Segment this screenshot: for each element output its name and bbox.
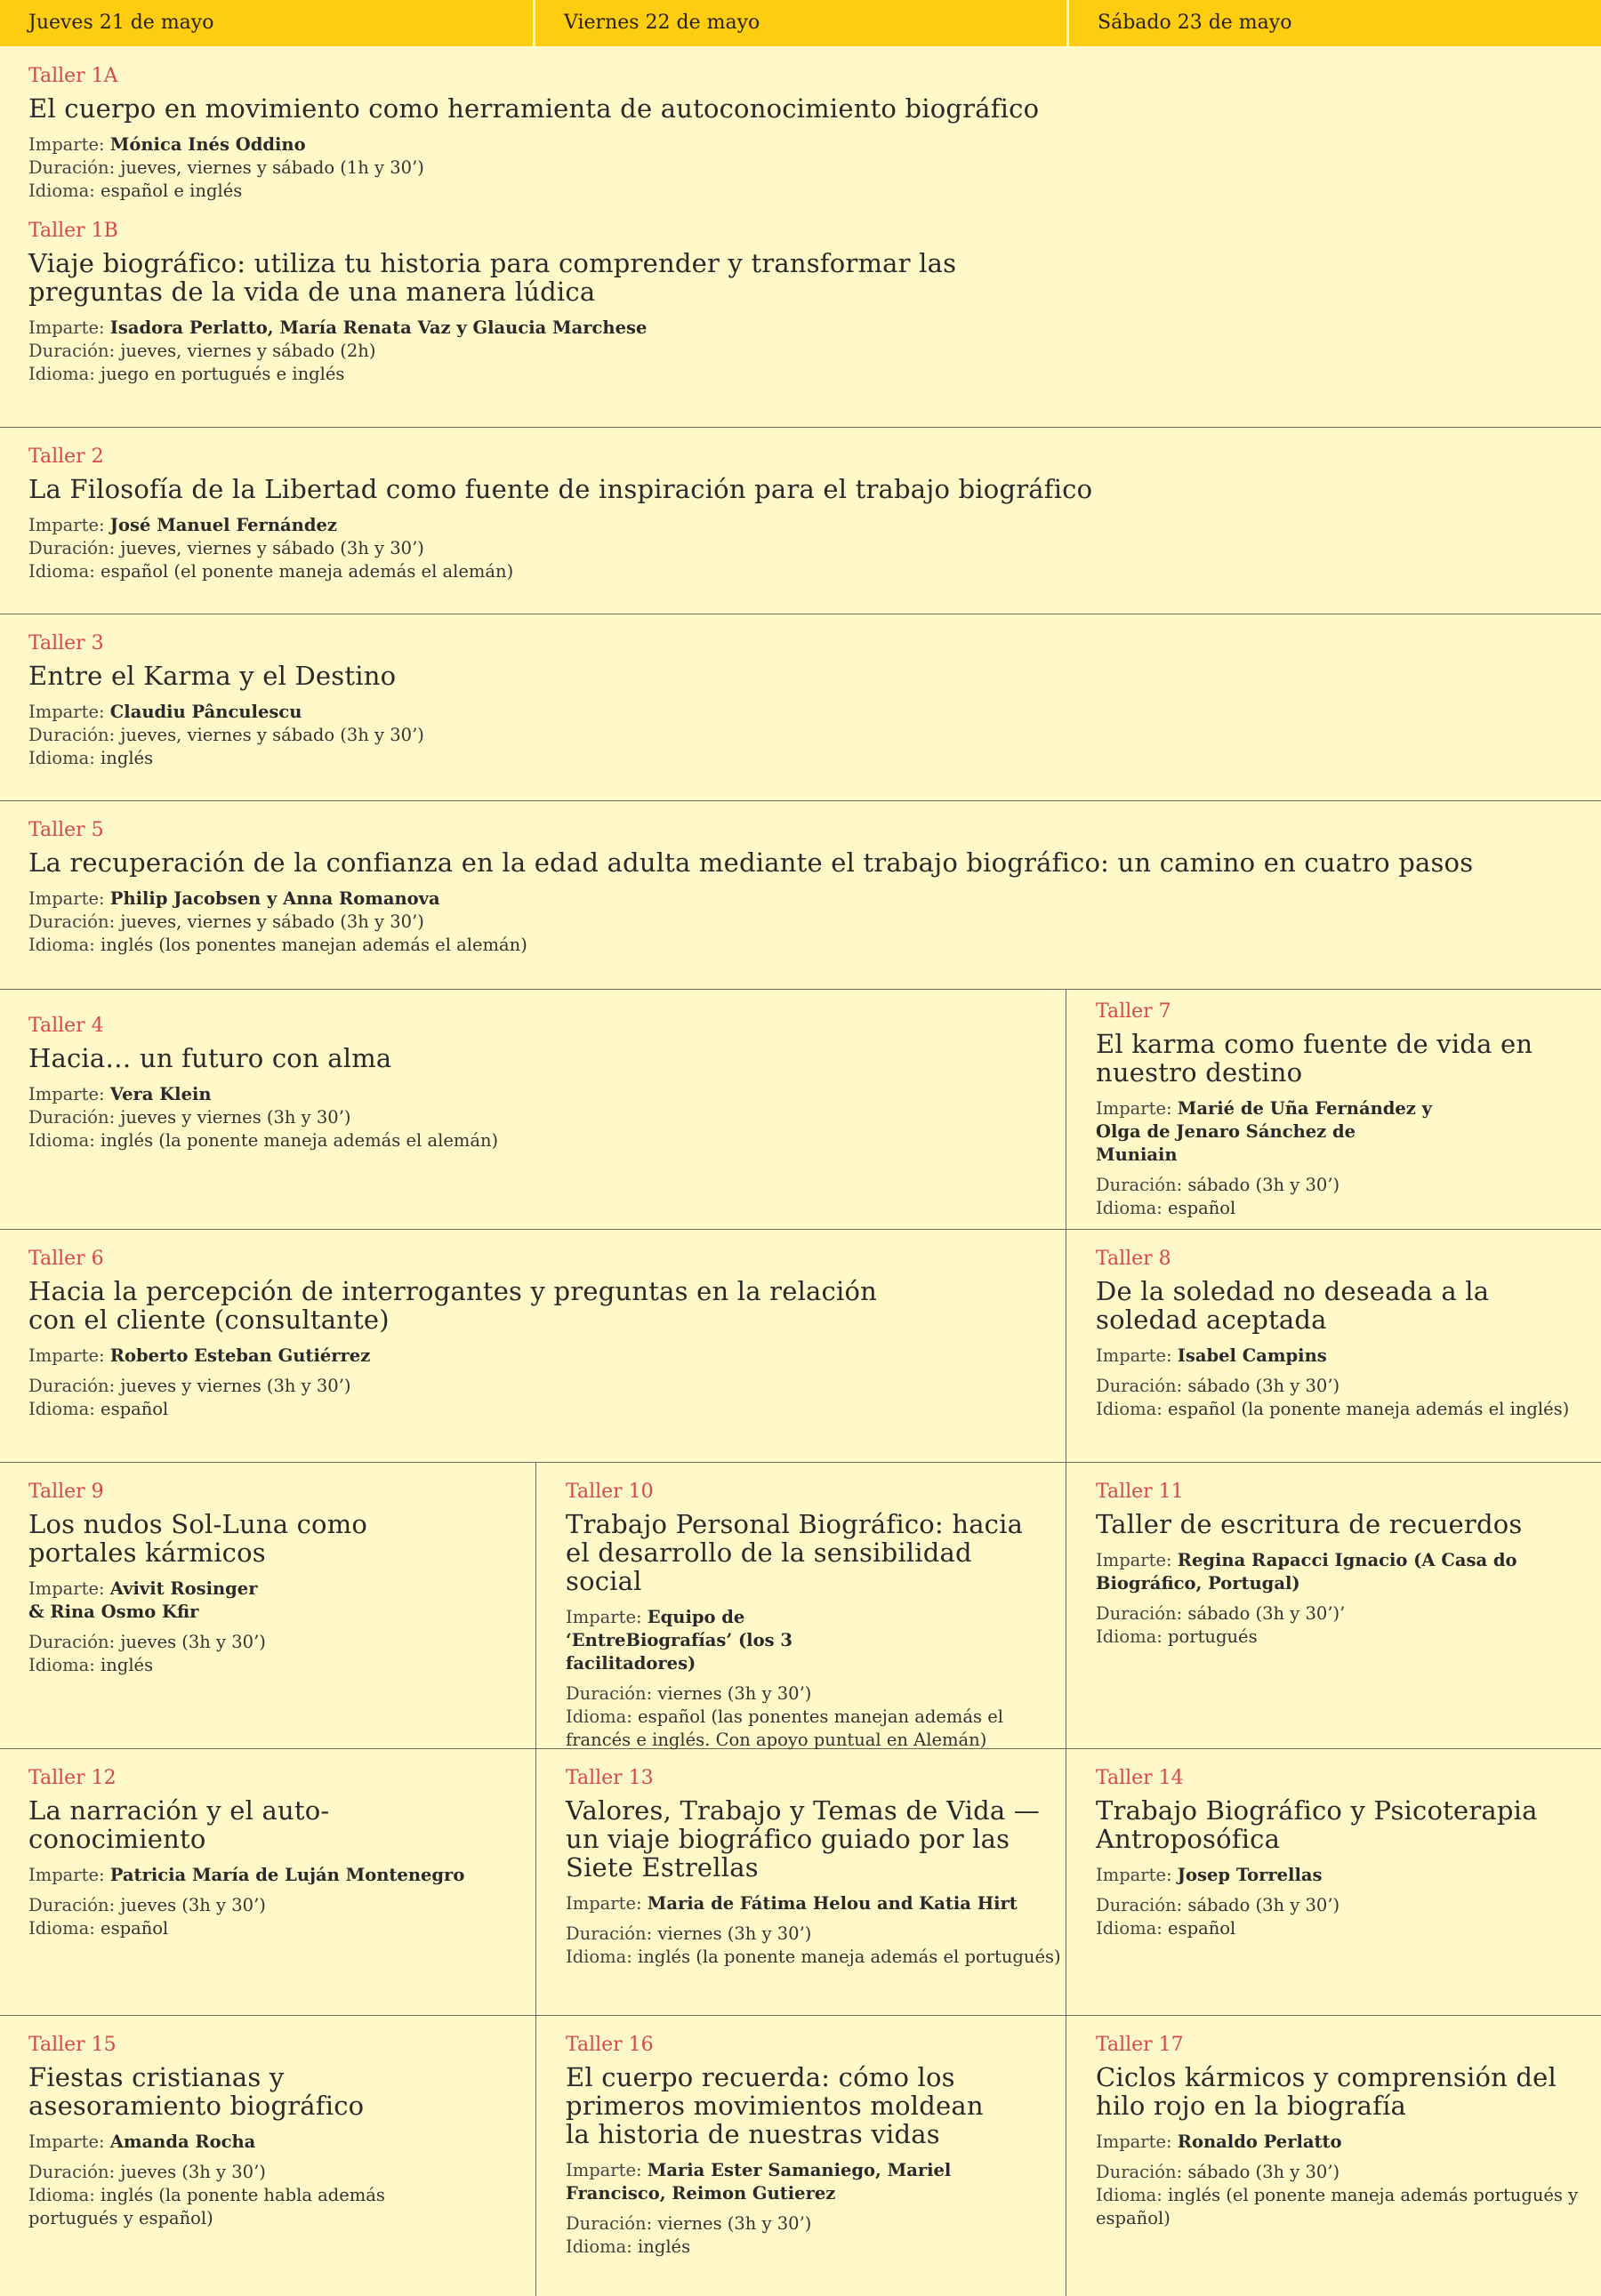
workshop-number: Taller 3: [28, 632, 104, 654]
workshop-duration: jueves, viernes y sábado (3h y 30’): [120, 538, 424, 558]
duracion-label: Duración:: [1096, 1895, 1188, 1915]
imparte-label: Imparte:: [28, 317, 110, 338]
workshop-speaker: Maria de Fátima Helou and Katia Hirt: [647, 1893, 1018, 1914]
imparte-label: Imparte:: [28, 1084, 110, 1104]
workshop-language: español e inglés: [101, 181, 243, 201]
workshop-language: juego en portugués e inglés: [101, 364, 345, 384]
workshop-language: inglés: [101, 748, 154, 768]
duracion-label: Duración:: [28, 1895, 121, 1915]
workshop-number: Taller 11: [1096, 1481, 1184, 1503]
workshop-number: Taller 5: [28, 819, 104, 841]
workshop-3[interactable]: [0, 614, 1601, 800]
column-divider: [535, 1462, 536, 2296]
workshop-title: Viaje biográfico: utiliza tu historia para comprender y transformar las preguntas de la vida de una manera lúdica: [28, 248, 957, 307]
workshop-number: Taller 13: [566, 1767, 654, 1789]
workshop-language: portugués: [1168, 1626, 1258, 1647]
workshop-grid: [0, 46, 1601, 2296]
workshop-number: Taller 4: [28, 1015, 104, 1037]
workshop-title: Ciclos kármicos y comprensión del hilo rojo en la biografía: [1096, 2062, 1557, 2121]
header-day-thursday: Jueves 21 de mayo: [0, 0, 535, 46]
imparte-label: Imparte:: [1096, 2131, 1178, 2152]
header-day-friday: Viernes 22 de mayo: [535, 0, 1069, 46]
workshop-14[interactable]: [1067, 1748, 1601, 2015]
imparte-label: Imparte:: [1096, 1865, 1178, 1885]
workshop-language: inglés (la ponente maneja además el alemán): [101, 1130, 499, 1151]
duracion-label: Duración:: [1096, 1603, 1188, 1624]
header-day-saturday: Sábado 23 de mayo: [1098, 12, 1292, 34]
idioma-label: Idioma:: [1096, 2185, 1169, 2205]
workshop-language: español: [1168, 1918, 1236, 1939]
workshop-13[interactable]: [537, 1748, 1066, 2015]
workshop-number: Taller 9: [28, 1481, 104, 1503]
workshop-speaker: Roberto Esteban Gutiérrez: [109, 1345, 371, 1366]
duracion-label: Duración:: [28, 1376, 121, 1396]
workshop-title: De la soledad no deseada a la soledad aceptada: [1096, 1276, 1490, 1335]
workshop-duration: jueves, viernes y sábado (2h): [120, 341, 376, 361]
workshop-title: Valores, Trabajo y Temas de Vida — un viaje biográfico guiado por las Siete Estrellas: [566, 1795, 1040, 1883]
workshop-speaker: Avivit Rosinger & Rina Osmo Kfir: [28, 1578, 258, 1622]
workshop-duration: jueves, viernes y sábado (1h y 30’): [120, 157, 424, 178]
idioma-label: Idioma:: [28, 561, 101, 582]
workshop-10[interactable]: [537, 1462, 1066, 1748]
duracion-label: Duración:: [28, 157, 121, 178]
idioma-label: Idioma:: [566, 1706, 639, 1727]
idioma-label: Idioma:: [1096, 1918, 1169, 1939]
idioma-label: Idioma:: [1096, 1399, 1169, 1419]
workshop-duration: jueves (3h y 30’): [120, 1632, 266, 1652]
imparte-label: Imparte:: [566, 1607, 648, 1627]
workshop-speaker: Vera Klein: [109, 1084, 212, 1104]
workshop-duration: viernes (3h y 30’): [657, 1923, 812, 1944]
workshop-language: español (el ponente maneja además el alemán): [101, 561, 514, 582]
workshop-duration: jueves y viernes (3h y 30’): [120, 1376, 351, 1396]
idioma-label: Idioma:: [1096, 1198, 1169, 1218]
idioma-label: Idioma:: [566, 2236, 639, 2257]
workshop-speaker: Isadora Perlatto, María Renata Vaz y Glaucia Marchese: [109, 317, 648, 338]
idioma-label: Idioma:: [28, 364, 101, 384]
workshop-duration: viernes (3h y 30’): [657, 1683, 812, 1704]
duracion-label: Duración:: [28, 911, 121, 932]
workshop-title: La recuperación de la confianza en la edad adulta mediante el trabajo biográfico: un camino en cuatro pasos: [28, 847, 1474, 878]
workshop-speaker: Regina Rapacci Ignacio (A Casa do Biográfico, Portugal): [1096, 1550, 1517, 1594]
idioma-label: Idioma:: [28, 181, 101, 201]
imparte-label: Imparte:: [28, 515, 110, 535]
workshop-language: español (la ponente maneja además el inglés): [1168, 1399, 1570, 1419]
workshop-12[interactable]: [0, 1748, 535, 2015]
duracion-label: Duración:: [28, 1632, 121, 1652]
workshop-speaker: José Manuel Fernández: [109, 515, 337, 535]
duracion-label: Duración:: [28, 341, 121, 361]
imparte-label: Imparte:: [28, 2131, 110, 2152]
duracion-label: Duración:: [566, 2213, 658, 2234]
imparte-label: Imparte:: [1096, 1550, 1178, 1570]
imparte-label: Imparte:: [28, 1578, 110, 1599]
idioma-label: Idioma:: [1096, 1626, 1169, 1647]
workshop-title: Los nudos Sol-Luna como portales kármicos: [28, 1509, 368, 1568]
workshop-duration: sábado (3h y 30’): [1187, 1895, 1340, 1915]
workshop-number: Taller 1B: [28, 220, 118, 242]
workshop-number: Taller 16: [566, 2034, 654, 2056]
duracion-label: Duración:: [566, 1683, 658, 1704]
workshop-number: Taller 8: [1096, 1248, 1171, 1270]
workshop-17[interactable]: [1067, 2015, 1601, 2296]
workshop-number: Taller 1A: [28, 65, 118, 87]
workshop-2[interactable]: [0, 427, 1601, 614]
workshop-number: Taller 10: [566, 1481, 654, 1503]
workshop-speaker: Equipo de ‘EntreBiografías’ (los 3 facilitadores): [566, 1607, 792, 1674]
workshop-6[interactable]: [0, 1229, 1066, 1462]
idioma-label: Idioma:: [28, 1918, 101, 1939]
workshop-cell-1a-1b: [0, 46, 1601, 427]
imparte-label: Imparte:: [566, 2160, 648, 2180]
workshop-title: La narración y el auto-conocimiento: [28, 1795, 330, 1854]
workshop-title: El karma como fuente de vida en nuestro destino: [1096, 1029, 1533, 1088]
workshop-duration: sábado (3h y 30’)’: [1187, 1603, 1346, 1624]
workshop-duration: sábado (3h y 30’): [1187, 1376, 1340, 1396]
workshop-speaker: Josep Torrellas: [1177, 1865, 1323, 1885]
workshop-title: Fiestas cristianas y asesoramiento biográfico: [28, 2062, 365, 2121]
workshop-number: Taller 14: [1096, 1767, 1184, 1789]
schedule-header: [0, 0, 1601, 46]
duracion-label: Duración:: [1096, 1175, 1188, 1195]
duracion-label: Duración:: [28, 538, 121, 558]
idioma-label: Idioma:: [28, 748, 101, 768]
workshop-duration: jueves (3h y 30’): [120, 1895, 266, 1915]
workshop-duration: viernes (3h y 30’): [657, 2213, 812, 2234]
idioma-label: Idioma:: [28, 1399, 101, 1419]
imparte-label: Imparte:: [28, 888, 110, 909]
workshop-1a[interactable]: [28, 64, 1583, 203]
workshop-number: Taller 7: [1096, 1000, 1171, 1023]
workshop-language: español: [101, 1399, 169, 1419]
workshop-5[interactable]: [0, 800, 1601, 989]
workshop-16[interactable]: [537, 2015, 1066, 2296]
workshop-8[interactable]: [1067, 1229, 1601, 1462]
imparte-label: Imparte:: [28, 134, 110, 155]
idioma-label: Idioma:: [28, 2185, 101, 2205]
workshop-language: inglés (la ponente maneja además el portugués): [638, 1947, 1061, 1967]
workshop-duration: jueves y viernes (3h y 30’): [120, 1107, 351, 1128]
workshop-language: español (las ponentes manejan además el francés e inglés. Con apoyo puntual en Alemán): [566, 1706, 1003, 1750]
duracion-label: Duración:: [28, 2162, 121, 2182]
workshop-speaker: Marié de Uña Fernández y Olga de Jenaro Sánchez de Muniain: [1096, 1098, 1432, 1165]
idioma-label: Idioma:: [28, 935, 101, 955]
workshop-number: Taller 17: [1096, 2034, 1184, 2056]
workshop-duration: jueves, viernes y sábado (3h y 30’): [120, 725, 424, 745]
workshop-15[interactable]: [0, 2015, 535, 2296]
imparte-label: Imparte:: [1096, 1098, 1178, 1119]
workshop-title: Hacia la percepción de interrogantes y preguntas en la relación con el cliente (consultante): [28, 1276, 877, 1335]
workshop-speaker: Ronaldo Perlatto: [1177, 2131, 1342, 2152]
duracion-label: Duración:: [1096, 1376, 1188, 1396]
workshop-duration: jueves, viernes y sábado (3h y 30’): [120, 911, 424, 932]
workshop-duration: sábado (3h y 30’): [1187, 1175, 1340, 1195]
workshop-title: El cuerpo recuerda: cómo los primeros movimientos moldean la historia de nuestras vidas: [566, 2062, 984, 2149]
duracion-label: Duración:: [1096, 2162, 1188, 2182]
idioma-label: Idioma:: [28, 1130, 101, 1151]
workshop-title: Taller de escritura de recuerdos: [1096, 1509, 1523, 1539]
workshop-7[interactable]: [1067, 989, 1601, 1229]
imparte-label: Imparte:: [566, 1893, 648, 1914]
workshop-title: Hacia… un futuro con alma: [28, 1043, 392, 1073]
workshop-speaker: Amanda Rocha: [109, 2131, 256, 2152]
workshop-speaker: Maria Ester Samaniego, Mariel Francisco, Reimon Gutierez: [566, 2160, 952, 2204]
workshop-title: Entre el Karma y el Destino: [28, 661, 397, 691]
workshop-duration: jueves (3h y 30’): [120, 2162, 266, 2182]
idioma-label: Idioma:: [566, 1947, 639, 1967]
workshop-1b[interactable]: [28, 219, 989, 386]
workshop-number: Taller 15: [28, 2034, 117, 2056]
workshop-speaker: Isabel Campins: [1177, 1345, 1327, 1366]
duracion-label: Duración:: [28, 1107, 121, 1128]
workshop-language: inglés: [638, 2236, 691, 2257]
duracion-label: Duración:: [566, 1923, 658, 1944]
imparte-label: Imparte:: [28, 702, 110, 722]
workshop-language: español: [1168, 1198, 1236, 1218]
workshop-duration: sábado (3h y 30’): [1187, 2162, 1340, 2182]
workshop-number: Taller 12: [28, 1767, 117, 1789]
workshop-number: Taller 6: [28, 1248, 104, 1270]
workshop-language: inglés (la ponente habla además portugués y español): [28, 2185, 385, 2228]
workshop-title: El cuerpo en movimiento como herramienta de autoconocimiento biográfico: [28, 93, 1040, 124]
workshop-language: inglés (los ponentes manejan además el alemán): [101, 935, 527, 955]
workshop-title: La Filosofía de la Libertad como fuente de inspiración para el trabajo biográfico: [28, 474, 1093, 504]
workshop-9[interactable]: [0, 1462, 535, 1748]
workshop-title: Trabajo Biográfico y Psicoterapia Antroposófica: [1096, 1795, 1538, 1854]
imparte-label: Imparte:: [28, 1865, 110, 1885]
workshop-number: Taller 2: [28, 446, 104, 468]
workshop-language: español: [101, 1918, 169, 1939]
workshop-language: inglés: [101, 1655, 154, 1675]
workshop-4[interactable]: [0, 989, 1066, 1229]
workshop-speaker: Patricia María de Luján Montenegro: [109, 1865, 465, 1885]
imparte-label: Imparte:: [1096, 1345, 1178, 1366]
workshop-speaker: Philip Jacobsen y Anna Romanova: [109, 888, 440, 909]
workshop-title: Trabajo Personal Biográfico: hacia el desarrollo de la sensibilidad social: [566, 1509, 1024, 1596]
workshop-speaker: Claudiu Pânculescu: [109, 702, 302, 722]
duracion-label: Duración:: [28, 725, 121, 745]
imparte-label: Imparte:: [28, 1345, 110, 1366]
workshop-language: inglés (el ponente maneja además portugués y español): [1096, 2185, 1579, 2228]
workshop-speaker: Mónica Inés Oddino: [109, 134, 306, 155]
idioma-label: Idioma:: [28, 1655, 101, 1675]
workshop-11[interactable]: [1067, 1462, 1601, 1748]
